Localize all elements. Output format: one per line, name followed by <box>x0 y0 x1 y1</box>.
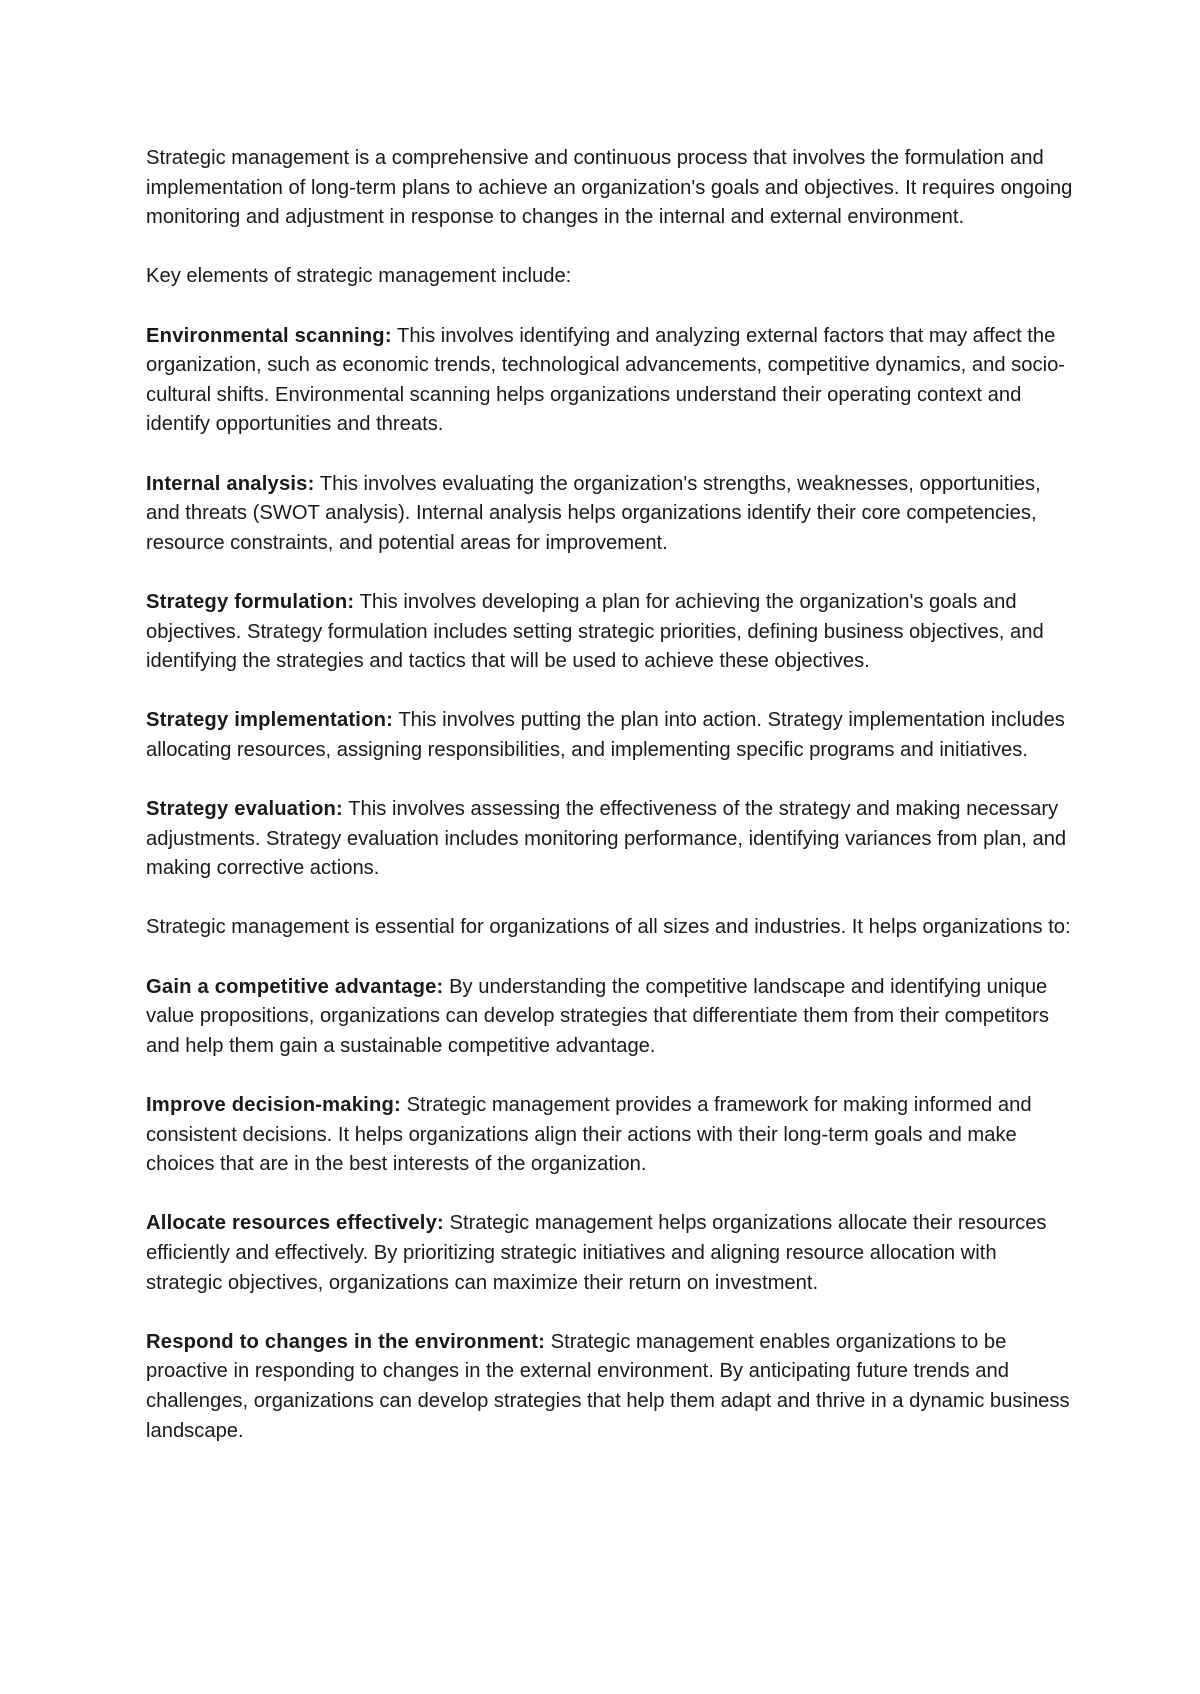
term-label: Strategy formulation: <box>146 590 355 613</box>
term-description: This involves assessing the effectiveness of the strategy and making necessary adjustments. Strategy evaluation includes monitoring performance, identifying variances from plan, and making corrective actions. <box>146 798 1067 880</box>
term-description: This involves identifying and analyzing external factors that may affect the organization, such as economic trends, technological advancements, competitive dynamics, and socio-cultural shifts. Environmental scanning helps organizations understand their operating context and identify opportunities and threats. <box>146 324 1066 436</box>
term-label: Improve decision-making: <box>146 1094 401 1116</box>
term-description: By understanding the competitive landscape and identifying unique value propositions, organizations can develop strategies that differentiate them from their competitors and help them gain a sustainable competitive advantage. <box>146 975 1049 1057</box>
term-description: This involves evaluating the organization's strengths, weaknesses, opportunities, and threats (SWOT analysis). Internal analysis helps organizations identify their core competencies, resource constraints, and potential areas for improvement. <box>146 472 1041 554</box>
term-label: Strategy evaluation: <box>146 798 343 821</box>
element-strategy-evaluation <box>146 795 1076 884</box>
term-label: Allocate resources effectively: <box>146 1212 444 1235</box>
term-description: This involves putting the plan into action. Strategy implementation includes allocating resources, assigning responsibilities, and implementing specific programs and initiatives. <box>146 709 1065 761</box>
term-description: Strategic management provides a framework for making informed and consistent decisions. It helps organizations align their actions with their long-term goals and make choices that are in the best interests of the organization. <box>146 1094 1032 1176</box>
document-page <box>146 144 1076 1476</box>
term-description: Strategic management helps organizations allocate their resources efficiently and effectively. By prioritizing strategic initiatives and aligning resource allocation with strategic objectives, organizations can maximize their return on investment. <box>146 1212 1047 1294</box>
term-label: Internal analysis: <box>146 472 315 495</box>
term-label: Environmental scanning: <box>146 324 392 347</box>
element-strategy-implementation <box>146 706 1076 765</box>
element-strategy-formulation <box>146 588 1076 677</box>
benefits-lead: Strategic management is essential for organizations of all sizes and industries. It helps organizations to: <box>146 916 1071 939</box>
intro-paragraph: Strategic management is a comprehensive and continuous process that involves the formulation and implementation of long-term plans to achieve an organization's goals and objectives. It requires ongoing monitoring and adjustment in response to changes in the internal and external environment. <box>146 147 1073 229</box>
term-label: Strategy implementation: <box>146 709 394 732</box>
term-description: Strategic management enables organizations to be proactive in responding to changes in the external environment. By anticipating future trends and challenges, organizations can develop strategies that help them adapt and thrive in a dynamic business landscape. <box>146 1330 1070 1442</box>
term-description: This involves developing a plan for achieving the organization's goals and objectives. Strategy formulation includes setting strategic priorities, defining business objectives, and identifying the strategies and tactics that will be used to achieve these objectives. <box>146 590 1044 673</box>
benefit-competitive-advantage <box>146 973 1076 1062</box>
term-label: Gain a competitive advantage: <box>146 975 444 998</box>
benefit-allocate-resources <box>146 1209 1076 1298</box>
term-label: Respond to changes in the environment: <box>146 1330 546 1353</box>
elements-lead: Key elements of strategic management include: <box>146 265 572 288</box>
benefit-decision-making <box>146 1091 1076 1180</box>
benefit-respond-to-changes <box>146 1328 1076 1446</box>
element-environmental-scanning <box>146 322 1076 440</box>
element-internal-analysis <box>146 470 1076 559</box>
